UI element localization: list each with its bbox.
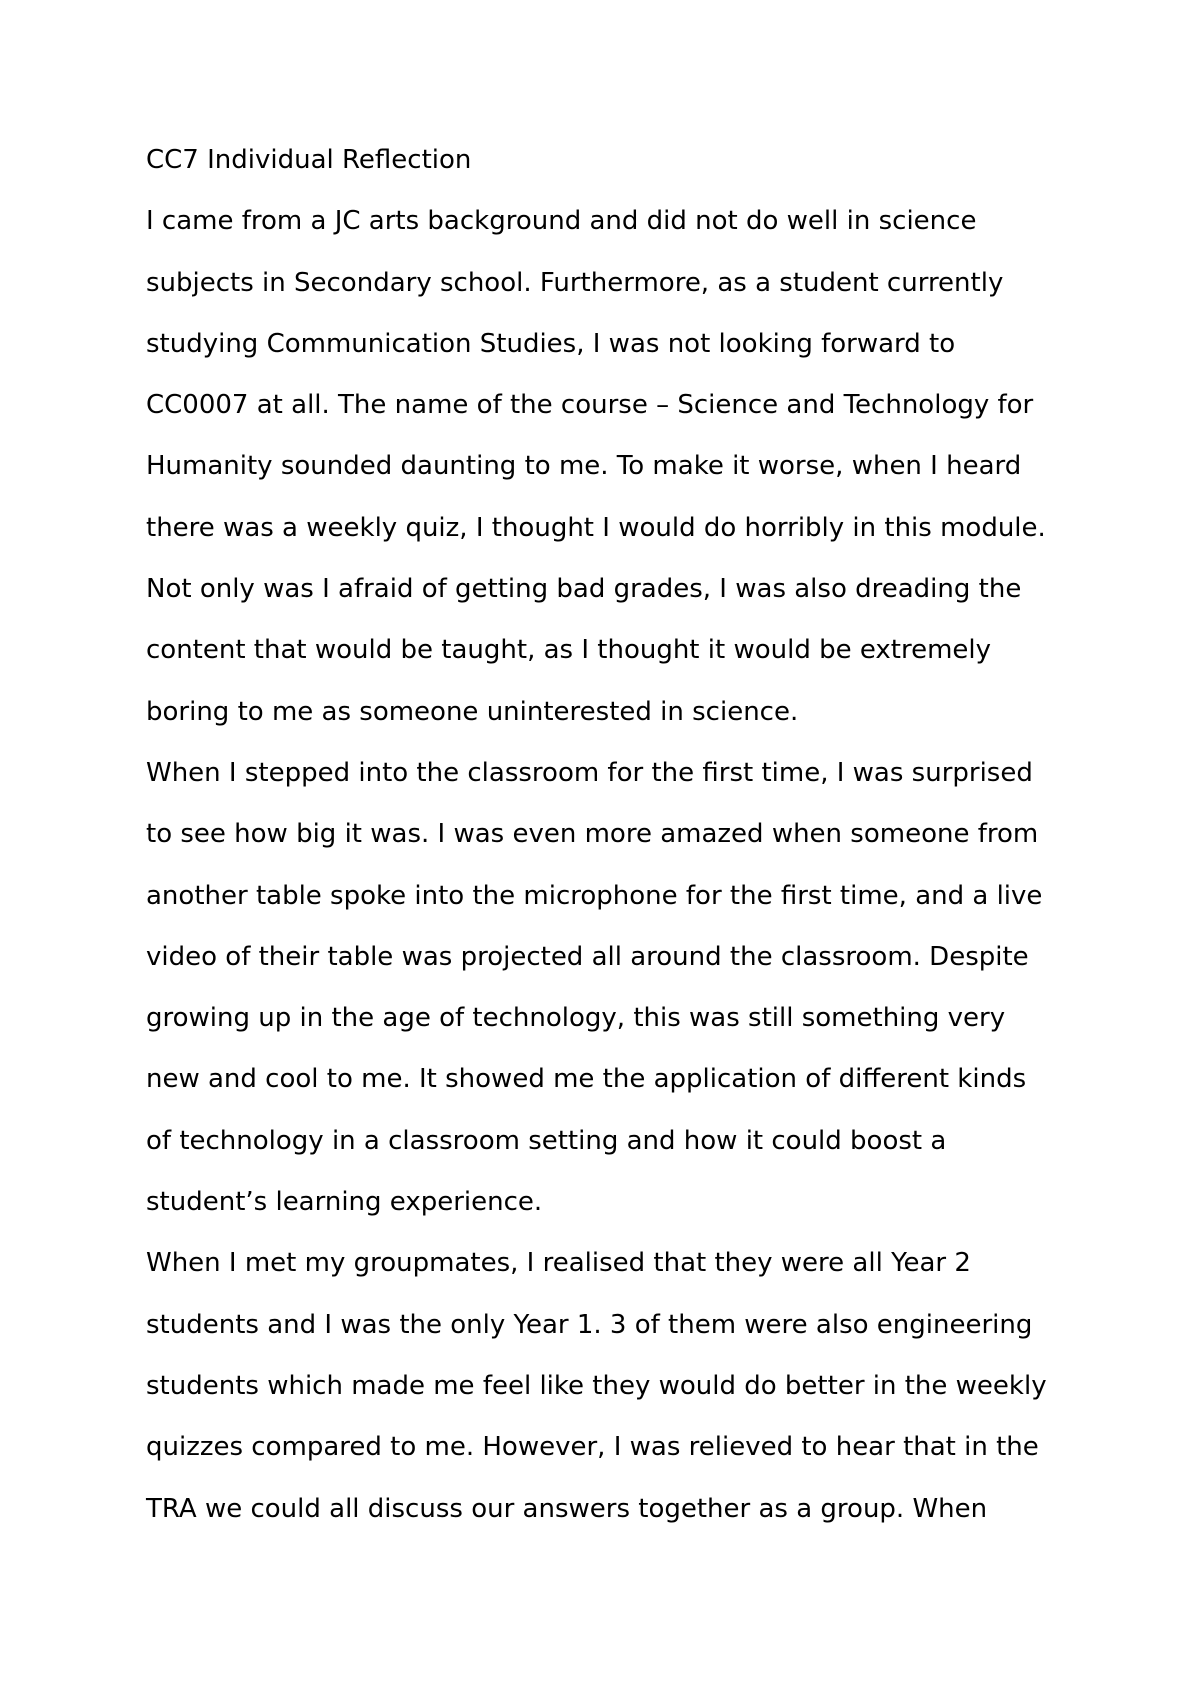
text-line: of technology in a classroom setting and how it could boost a: [146, 1125, 947, 1156]
text-line: Not only was I afraid of getting bad grades, I was also dreading the: [146, 574, 1022, 605]
text-line: When I met my groupmates, I realised that they were all Year 2: [146, 1248, 971, 1279]
text-line: video of their table was projected all around the classroom. Despite: [146, 941, 1029, 972]
text-line: there was a weekly quiz, I thought I would do horribly in this module.: [146, 512, 1046, 543]
text-line: CC0007 at all. The name of the course – Science and Technology for: [146, 390, 1034, 421]
text-line: to see how big it was. I was even more amazed when someone from: [146, 819, 1039, 850]
text-line: students which made me feel like they would do better in the weekly: [146, 1370, 1047, 1401]
text-line: students and I was the only Year 1. 3 of them were also engineering: [146, 1309, 1033, 1340]
text-line: content that would be taught, as I thought it would be extremely: [146, 635, 992, 666]
text-line: boring to me as someone uninterested in science.: [146, 696, 799, 727]
text-line: growing up in the age of technology, this was still something very: [146, 1003, 1006, 1034]
text-line: subjects in Secondary school. Furthermore, as a student currently: [146, 267, 1004, 298]
document-title: CC7 Individual Reflection: [146, 145, 472, 175]
text-line: TRA we could all discuss our answers together as a group. When: [146, 1493, 988, 1524]
document-body: [146, 142, 1086, 1552]
text-line: Humanity sounded daunting to me. To make it worse, when I heard: [146, 451, 1022, 482]
text-line: new and cool to me. It showed me the application of different kinds: [146, 1064, 1027, 1095]
text-line: student’s learning experience.: [146, 1187, 543, 1218]
text-line: When I stepped into the classroom for the first time, I was surprised: [146, 757, 1033, 788]
text-line: I came from a JC arts background and did not do well in science: [146, 206, 977, 237]
text-line: quizzes compared to me. However, I was relieved to hear that in the: [146, 1432, 1039, 1463]
text-line: studying Communication Studies, I was not looking forward to: [146, 328, 956, 359]
text-line: another table spoke into the microphone for the first time, and a live: [146, 880, 1043, 911]
